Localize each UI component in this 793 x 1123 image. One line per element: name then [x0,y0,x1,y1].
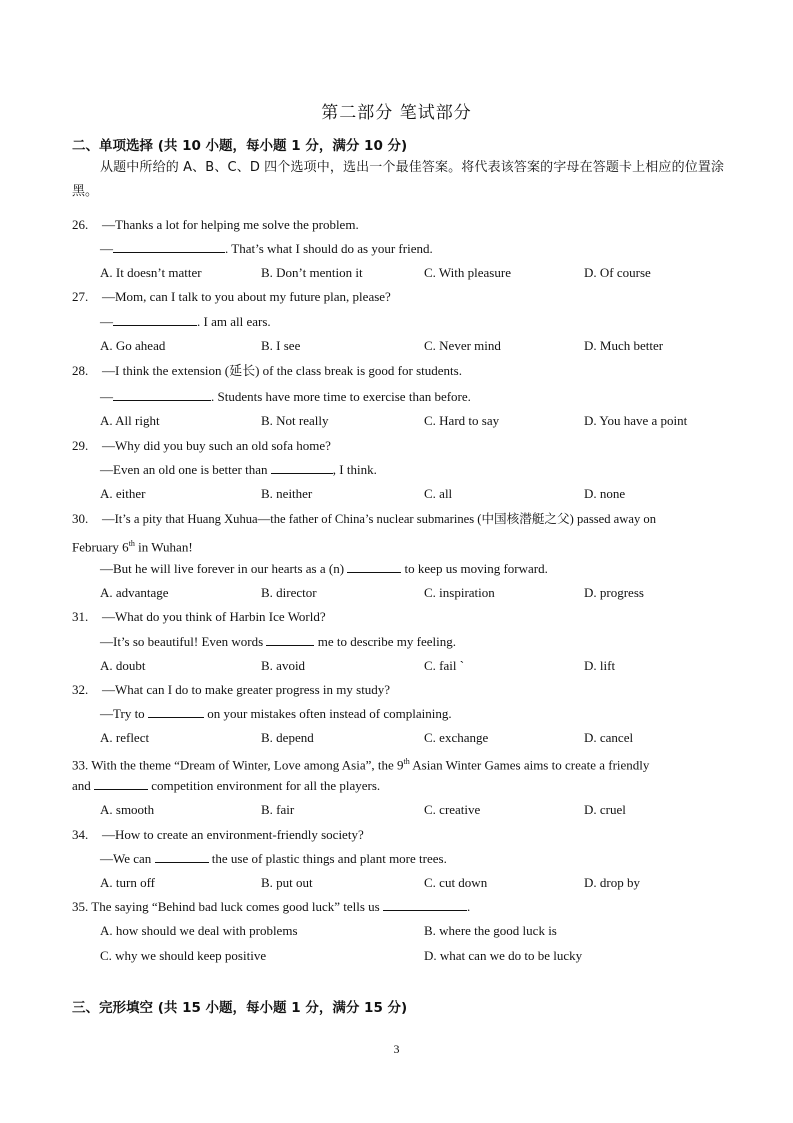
option-c: C. Never mind [424,338,501,353]
option-d: D. You have a point [584,413,688,428]
page-number: 3 [393,1042,400,1056]
question-26: 26. —Thanks a lot for helping me solve the problem. [72,217,359,232]
question-35: 35. The saying “Behind bad luck comes good luck” tells us . [72,899,471,914]
question-29: 29. —Why did you buy such an old sofa home? [72,438,331,453]
option-d: D. Of course [584,265,651,280]
section-3-heading: 三、完形填空 (共 15 小题，每小题 1 分，满分 15 分) [72,1000,408,1016]
option-a: A. reflect [100,730,150,745]
option-b: B. depend [261,730,314,745]
question-28-response: — . Students have more time to exercise than before. [100,389,471,404]
option-d: D. cruel [584,802,626,817]
option-b: B. where the good luck is [424,923,557,938]
question-32: 32. —What can I do to make greater progress in my study? [72,682,391,697]
question-34: 34. —How to create an environment-friendly society? [72,827,364,842]
option-d: D. progress [584,585,644,600]
option-b: B. director [261,585,317,600]
question-31: 31. —What do you think of Harbin Ice World? [72,609,326,624]
question-34-response: —We can the use of plastic things and plant more trees. [100,851,447,866]
option-a: A. smooth [100,802,155,817]
answer-blank [383,898,467,911]
option-b: B. put out [261,875,313,890]
option-d: D. none [584,486,626,501]
option-a: A. Go ahead [100,338,166,353]
option-d: D. drop by [584,875,640,890]
option-c: C. exchange [424,730,489,745]
section-2-heading: 二、单项选择 (共 10 小题，每小题 1 分，满分 10 分) [72,138,408,154]
answer-blank [266,633,314,646]
option-a: A. All right [100,413,160,428]
question-32-response: —Try to on your mistakes often instead of complaining. [100,706,452,721]
section-2-instruction: 从题中所给的 A、B、C、D 四个选项中，选出一个最佳答案。将代表该答案的字母在答题卡上相应的位置涂黑。 [72,160,724,199]
option-d: D. lift [584,658,616,673]
answer-blank [113,313,197,326]
option-a: A. how should we deal with problems [100,923,298,938]
option-b: B. Don’t mention it [261,265,363,280]
page-title: 第二部分 笔试部分 [321,103,472,123]
option-c: C. creative [424,802,481,817]
option-c: C. With pleasure [424,265,511,280]
option-c: C. Hard to say [424,413,500,428]
question-26-response: — . That’s what I should do as your friend. [100,241,433,256]
option-b: B. avoid [261,658,306,673]
option-c: C. inspiration [424,585,495,600]
question-28: 28. —I think the extension (延长) of the class break is good for students. [72,363,462,378]
option-b: B. fair [261,802,295,817]
question-31-response: —It’s so beautiful! Even words me to describe my feeling. [100,634,456,649]
question-27-response: — . I am all ears. [100,314,271,329]
option-a: A. It doesn’t matter [100,265,202,280]
option-c: C. all [424,486,453,501]
option-b: B. I see [261,338,301,353]
option-a: A. advantage [100,585,169,600]
answer-blank [155,850,209,863]
option-c: C. cut down [424,875,488,890]
option-c: C. why we should keep positive [100,948,267,963]
option-a: A. doubt [100,658,146,673]
question-27: 27. —Mom, can I talk to you about my future plan, please? [72,289,391,304]
answer-blank [347,560,401,573]
option-a: A. turn off [100,875,156,890]
question-29-response: —Even an old one is better than , I think. [100,462,377,477]
answer-blank [271,461,333,474]
question-30: 30. —It’s a pity that Huang Xuhua—the father of China’s nuclear submarines (中国核潜艇之父) passed away on [72,511,656,526]
option-d: D. Much better [584,338,664,353]
option-a: A. either [100,486,146,501]
option-c: C. fail ` [424,658,465,673]
question-33-continued: and competition environment for all the players. [72,778,381,793]
answer-blank [148,705,204,718]
question-30-response: —But he will live forever in our hearts as a (n) to keep us moving forward. [100,561,548,576]
option-b: B. Not really [261,413,329,428]
answer-blank [113,388,211,401]
answer-blank [113,240,225,253]
answer-blank [94,777,148,790]
option-d: D. what can we do to be lucky [424,948,583,963]
question-33: 33. With the theme “Dream of Winter, Love among Asia”, the 9th Asian Winter Games aims to create a friendly [72,757,650,773]
option-b: B. neither [261,486,313,501]
question-30-continued: February 6th in Wuhan! [72,539,193,555]
option-d: D. cancel [584,730,634,745]
